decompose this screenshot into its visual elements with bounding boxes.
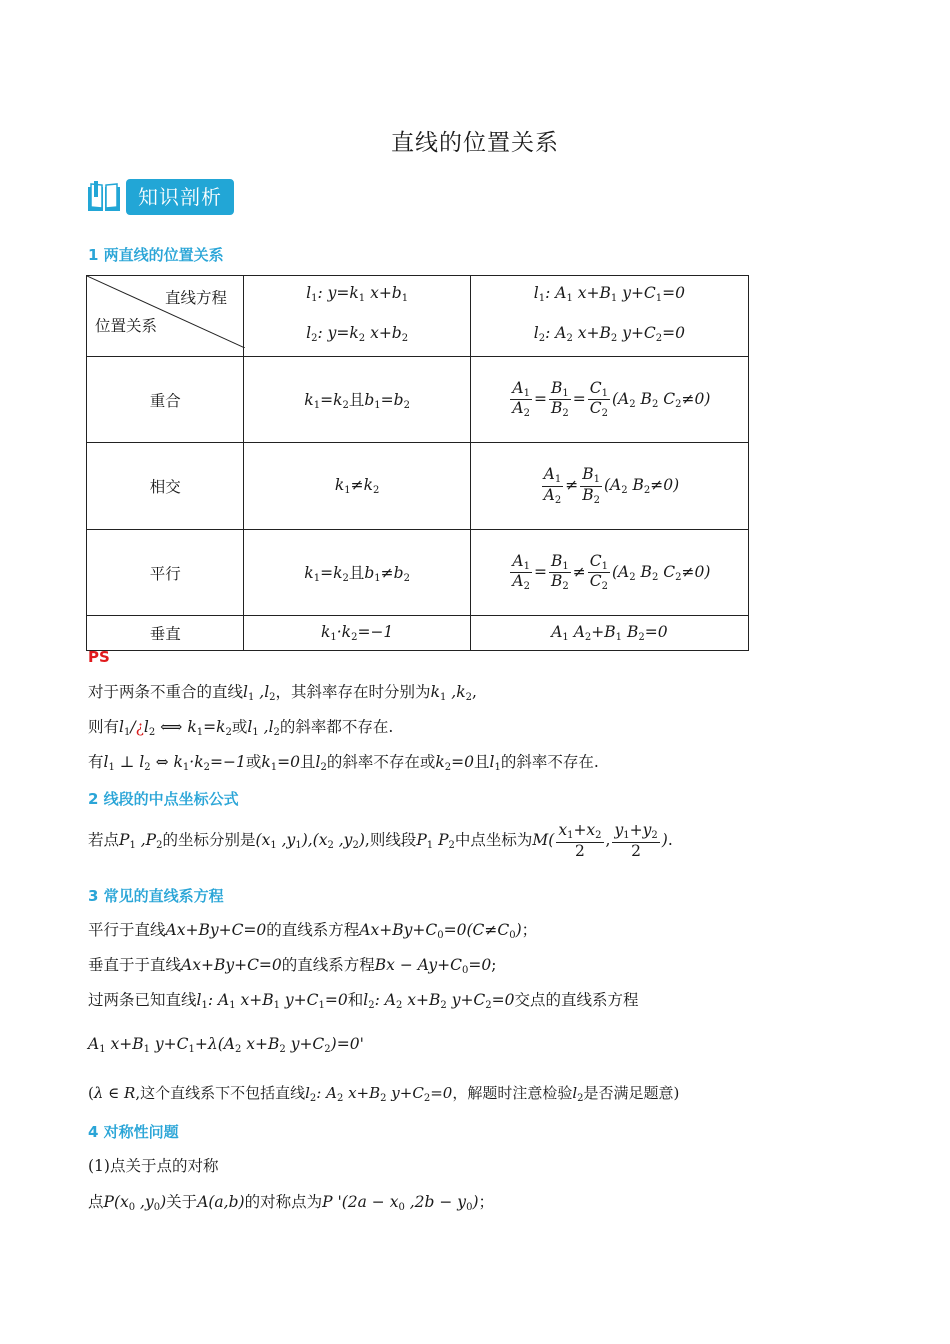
- header-slope-form: $l_1$: $y=k_1$ $x+b_1$ $l_2$: $y=k_2$ $x+b_2$: [244, 276, 470, 357]
- perpendicular-slope: $k_1\cdot k_2=-1$: [244, 616, 470, 651]
- parallel-slope: $k_1=k_2$且$b_1\ne b_2$: [244, 530, 470, 616]
- ps-label: PS: [88, 648, 110, 666]
- section-heading-2: 2 线段的中点坐标公式: [88, 790, 239, 808]
- parallel-general: $\frac{A_1}{A_2}$ = $\frac{B_1}{B_2}$ ≠ $\frac{C_1}{C_2}$ ($A_2$ $B_2$ $C_2\ne 0$): [470, 530, 748, 616]
- table-row: [87, 530, 749, 616]
- symmetry-subheading: (1)点关于点的对称: [88, 1157, 219, 1175]
- header-relation: 位置关系: [95, 317, 158, 335]
- banner-label: 知识剖析: [126, 179, 234, 215]
- coincide-slope: $k_1=k_2$且$b_1=b_2$: [244, 357, 470, 443]
- table-header-diagonal: [87, 276, 244, 357]
- row-label: 重合: [87, 357, 244, 443]
- section-banner: [86, 178, 234, 216]
- ps-line-2: 则有$l_1/¿l_2$ ⟺ $k_1=k_2$或$l_1$ $,l_2$的斜率都不存在.: [88, 718, 394, 738]
- intersect-slope: $k_1\ne k_2$: [244, 443, 470, 530]
- family-intersection: 过两条已知直线$l_1$: $A_1$ $x+B_1$ $y+C_1=0$和$l_2$: $A_2$ $x+B_2$ $y+C_2=0$交点的直线系方程: [88, 991, 639, 1011]
- page-title: 直线的位置关系: [391, 130, 559, 156]
- row-label: 平行: [87, 530, 244, 616]
- perpendicular-general: $A_1$ $A_2+B_1$ $B_2=0$: [470, 616, 748, 651]
- section-heading-4: 4 对称性问题: [88, 1123, 179, 1141]
- header-equation: 直线方程: [165, 289, 228, 307]
- section-heading-3: 3 常见的直线系方程: [88, 887, 224, 905]
- row-label: 垂直: [87, 616, 244, 651]
- open-book-icon: [86, 179, 122, 215]
- symmetry-formula: 点$P(x_0$ $,y_0$)关于A(a,b)的对称点为P '($2a - x_0$ $,2b - y_0$)；: [88, 1193, 495, 1213]
- family-parallel: 平行于直线Ax+By+C=0的直线系方程$Ax+By+C_0=0(C\ne C_0)$；: [88, 921, 538, 941]
- row-label: 相交: [87, 443, 244, 530]
- header-general-form: $l_1$: $A_1$ $x+B_1$ $y+C_1=0$ $l_2$: $A_2$ $x+B_2$ $y+C_2=0$: [470, 276, 748, 357]
- ps-line-1: 对于两条不重合的直线$l_1$ $,l_2$，其斜率存在时分别为$k_1$ $,k_2$,: [88, 683, 477, 703]
- family-note: (λ ∈ R,这个直线系下不包括直线$l_2$: $A_2$ $x+B_2$ $y+C_2=0$，解题时注意检验$l_2$是否满足题意): [88, 1084, 680, 1104]
- table-row: [87, 357, 749, 443]
- ps-line-3: 有$l_1$ ⊥ $l_2$ ⇔ $k_1\cdot k_2=-1$或$k_1=0$且$l_2$的斜率不存在或$k_2=0$且$l_1$的斜率不存在.: [88, 753, 599, 773]
- table-row: [87, 616, 749, 651]
- coincide-general: $\frac{A_1}{A_2}$ = $\frac{B_1}{B_2}$ = $\frac{C_1}{C_2}$ ($A_2$ $B_2$ $C_2\ne 0$): [470, 357, 748, 443]
- intersect-general: $\frac{A_1}{A_2}$ ≠ $\frac{B_1}{B_2}$ ($A_2$ $B_2\ne 0$): [470, 443, 748, 530]
- family-perpendicular: 垂直于于直线Ax+By+C=0的直线系方程$Bx - Ay+C_0=0$;: [88, 956, 497, 976]
- midpoint-formula: 若点$P_1$ $,P_2$的坐标分别是($x_1$ $,y_1),(x_2$ $,y_2$),则线段$P_1$ $P_2$中点坐标为M( $\frac{x_1+x_2}{2}$ , $\frac{y_1+y_2}{2}$ ).: [88, 821, 673, 860]
- family-lambda-equation: $A_1$ $x+B_1$ $y+C_1+\lambda(A_2$ $x+B_2$ $y+C_2)=0'$: [88, 1035, 364, 1055]
- position-table: [86, 275, 749, 651]
- section-heading-1: 1 两直线的位置关系: [88, 246, 224, 264]
- table-row: [87, 443, 749, 530]
